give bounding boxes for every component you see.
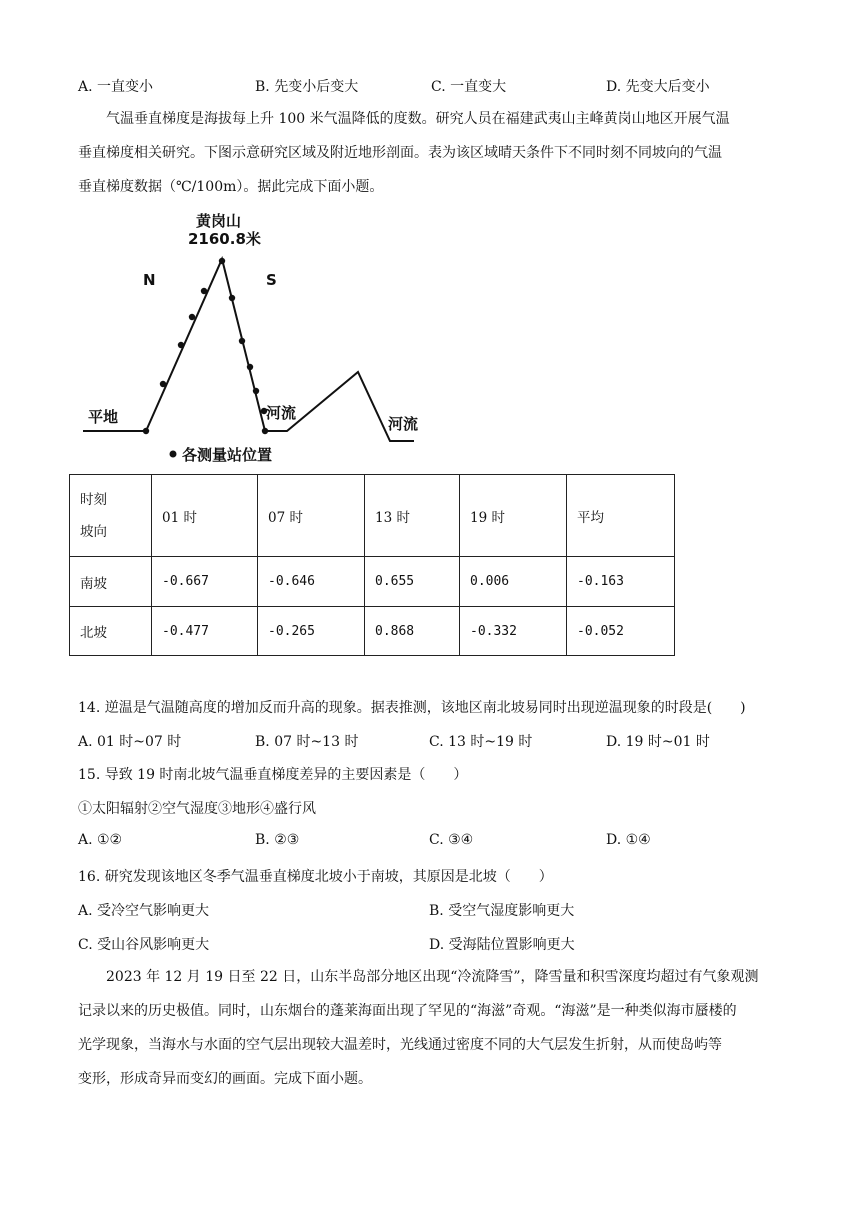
south-label: S — [266, 271, 277, 289]
river-label-2: 河流 — [388, 415, 419, 433]
station-dot — [247, 364, 253, 370]
intro-line-1: 气温垂直梯度是海拔每上升 100 米气温降低的度数。研究人员在福建武夷山主峰黄岗山地区开展气温 — [106, 111, 730, 127]
question-14-stem: 14. 逆温是气温随高度的增加反而升高的现象。据表推测，该地区南北坡易同时出现逆温现象的时段是( ) — [78, 700, 746, 716]
north-label: N — [143, 271, 156, 289]
terrain-profile-line — [83, 259, 414, 441]
question-15-factors: ①太阳辐射②空气湿度③地形④盛行风 — [78, 801, 316, 817]
intro-line-2: 垂直梯度相关研究。下图示意研究区域及附近地形剖面。表为该区域晴天条件下不同时刻不同坡向的气温 — [78, 145, 722, 161]
table-header-row — [70, 475, 675, 557]
option-c[interactable]: C. 一直变大 — [431, 79, 507, 95]
station-dot — [143, 428, 149, 434]
option-b[interactable]: B. 07 时~13 时 — [255, 734, 359, 750]
station-dot — [189, 314, 195, 320]
option-b[interactable]: B. ②③ — [255, 832, 300, 848]
option-b[interactable]: B. 受空气湿度影响更大 — [429, 903, 575, 919]
option-d[interactable]: D. 19 时~01 时 — [606, 734, 710, 750]
table-cell: -0.052 — [567, 607, 675, 656]
passage-2-line-1: 2023 年 12 月 19 日至 22 日，山东半岛部分地区出现“冷流降雪”，降雪量和积雪深度均超过有气象观测 — [106, 969, 759, 985]
question-14-options — [78, 731, 786, 753]
row-label: 南坡 — [70, 557, 152, 607]
gradient-table — [69, 474, 675, 656]
table-cell: 0.868 — [365, 607, 460, 656]
plain-label: 平地 — [88, 408, 119, 426]
peak-elevation: 2160.8米 — [188, 230, 261, 248]
table-cell: -0.667 — [152, 557, 258, 607]
station-dot — [201, 288, 207, 294]
question-15-stem: 15. 导致 19 时南北坡气温垂直梯度差异的主要因素是（ ） — [78, 767, 468, 783]
legend-label: 各测量站位置 — [182, 446, 273, 464]
peak-name: 黄岗山 — [196, 212, 242, 230]
column-header: 13 时 — [365, 475, 460, 557]
table-cell: 0.006 — [460, 557, 567, 607]
passage-2 — [78, 960, 786, 1096]
option-a[interactable]: A. 一直变小 — [78, 79, 154, 95]
measurement-stations — [143, 258, 268, 434]
question-16-options-row-1 — [78, 900, 786, 922]
table-row — [70, 557, 675, 607]
row-label: 北坡 — [70, 607, 152, 656]
option-d[interactable]: D. ①④ — [606, 832, 651, 848]
question-15-options — [78, 832, 786, 854]
column-header: 07 时 — [258, 475, 365, 557]
option-a[interactable]: A. ①② — [78, 832, 123, 848]
station-dot — [239, 338, 245, 344]
table-cell: -0.265 — [258, 607, 365, 656]
column-header: 19 时 — [460, 475, 567, 557]
intro-line-3: 垂直梯度数据（℃/100m）。据此完成下面小题。 — [78, 179, 384, 195]
station-dot — [160, 381, 166, 387]
table-cell: -0.477 — [152, 607, 258, 656]
table-cell: -0.163 — [567, 557, 675, 607]
table-cell: -0.646 — [258, 557, 365, 607]
question-16-options-row-2 — [78, 934, 786, 956]
station-dot — [253, 388, 259, 394]
table-cell: 0.655 — [365, 557, 460, 607]
question-16-stem: 16. 研究发现该地区冬季气温垂直梯度北坡小于南坡，其原因是北坡（ ） — [78, 869, 553, 885]
station-dot — [262, 428, 268, 434]
river-label-1: 河流 — [266, 404, 297, 422]
column-header: 01 时 — [152, 475, 258, 557]
terrain-profile-figure — [0, 0, 860, 470]
station-dot — [229, 295, 235, 301]
option-d[interactable]: D. 先变大后变小 — [606, 79, 710, 95]
column-header: 平均 — [567, 475, 675, 557]
option-a[interactable]: A. 01 时~07 时 — [78, 734, 182, 750]
option-c[interactable]: C. 受山谷风影响更大 — [78, 937, 210, 953]
option-a[interactable]: A. 受冷空气影响更大 — [78, 903, 210, 919]
station-dot — [219, 258, 225, 264]
option-d[interactable]: D. 受海陆位置影响更大 — [429, 937, 575, 953]
option-c[interactable]: C. ③④ — [429, 832, 474, 848]
option-b[interactable]: B. 先变小后变大 — [255, 79, 359, 95]
header-time: 时刻 — [80, 491, 107, 508]
passage-2-line-4: 变形，形成奇异而变幻的画面。完成下面小题。 — [78, 1071, 372, 1087]
header-slope: 坡向 — [80, 523, 107, 540]
option-c[interactable]: C. 13 时~19 时 — [429, 734, 533, 750]
passage-2-line-2: 记录以来的历史极值。同时，山东烟台的蓬莱海面出现了罕见的“海滋”奇观。“海滋”是一种类似海市蜃楼的 — [78, 1003, 737, 1019]
passage-2-line-3: 光学现象，当海水与水面的空气层出现较大温差时，光线通过密度不同的大气层发生折射，从而使岛屿等 — [78, 1037, 722, 1053]
station-dot — [178, 342, 184, 348]
table-cell: -0.332 — [460, 607, 567, 656]
legend-dot — [170, 451, 177, 458]
header-corner-cell — [70, 475, 152, 557]
table-row — [70, 607, 675, 656]
